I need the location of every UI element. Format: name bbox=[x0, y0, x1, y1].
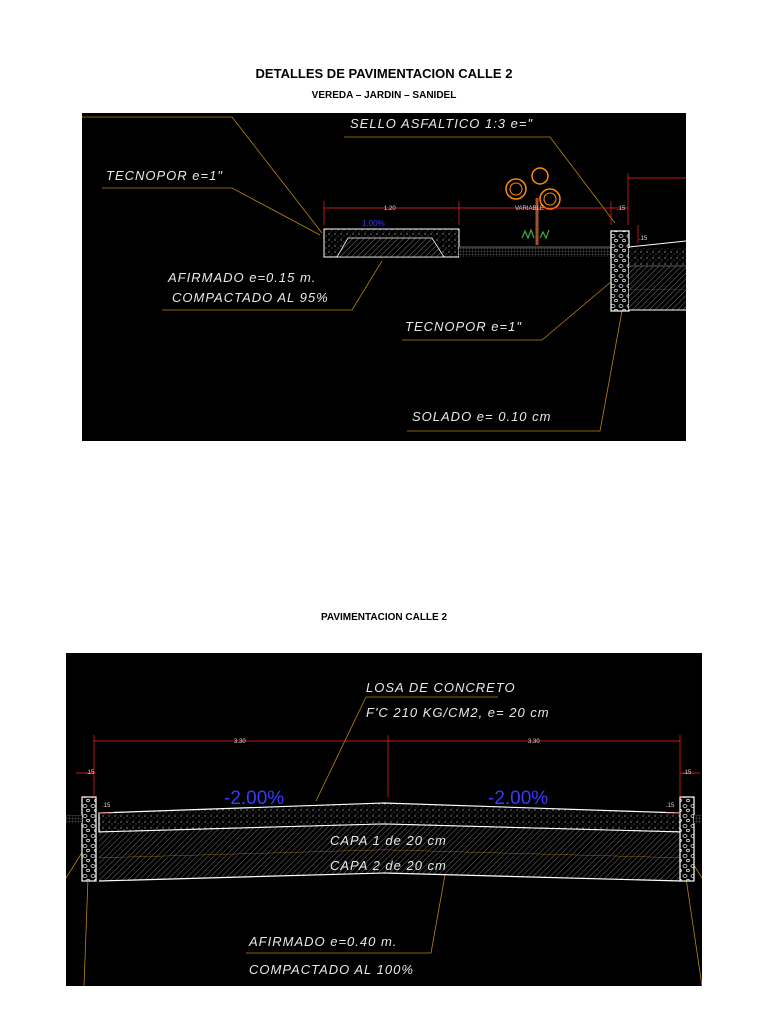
label-tecnopor-top: TECNOPOR e=1" bbox=[106, 168, 223, 183]
sidewalk-edge-left bbox=[66, 815, 82, 823]
section-title: PAVIMENTACION CALLE 2 bbox=[320, 612, 448, 623]
label-compactado-100: COMPACTADO AL 100% bbox=[249, 962, 414, 977]
dim-curb-left: .15 bbox=[86, 770, 95, 776]
dim-side-right: .15 bbox=[666, 803, 675, 809]
slope-left: -2.00% bbox=[224, 788, 285, 809]
dimension-lines-2 bbox=[76, 735, 700, 813]
sidewalk-garden-detail-drawing bbox=[82, 113, 686, 441]
leader-lines bbox=[82, 117, 622, 431]
label-capa-1: CAPA 1 de 20 cm bbox=[330, 833, 447, 848]
label-afirmado-040: AFIRMADO e=0.40 m. bbox=[249, 934, 398, 949]
label-capa-2: CAPA 2 de 20 cm bbox=[330, 858, 447, 873]
label-compactado: COMPACTADO AL 95% bbox=[172, 290, 329, 305]
street-pavement-drawing bbox=[66, 653, 702, 986]
sidewalk-slope: 1.00% bbox=[362, 219, 385, 228]
road-edge-section bbox=[629, 241, 686, 310]
dim-curb-height: .15 bbox=[639, 236, 648, 242]
dim-garden-width: VARIABLE bbox=[515, 206, 544, 212]
page-subtitle: VEREDA – JARDIN – SANIDEL bbox=[311, 90, 457, 101]
label-sello-asfaltico: SELLO ASFALTICO 1:3 e=" bbox=[350, 116, 534, 131]
sidewalk-section-svg bbox=[82, 113, 686, 441]
label-fc: F'C 210 KG/CM2, e= 20 cm bbox=[366, 705, 550, 720]
label-afirmado: AFIRMADO e=0.15 m. bbox=[168, 270, 317, 285]
dim-sidewalk-width: 1.20 bbox=[384, 206, 396, 212]
curb-left bbox=[82, 797, 96, 881]
pavement-section-svg bbox=[66, 653, 702, 986]
slope-right: -2.00% bbox=[488, 788, 549, 809]
dim-right-width: 3.30 bbox=[528, 739, 540, 745]
sidewalk-edge-right bbox=[694, 815, 702, 823]
dim-curb-width: .15 bbox=[617, 206, 626, 212]
garden-ground bbox=[459, 247, 611, 257]
curb bbox=[611, 231, 629, 311]
page-title: DETALLES DE PAVIMENTACION CALLE 2 bbox=[255, 66, 513, 81]
curb-right bbox=[680, 797, 694, 881]
sidewalk-slab bbox=[324, 229, 459, 257]
dim-side-left: .15 bbox=[102, 803, 111, 809]
label-losa-concreto: LOSA DE CONCRETO bbox=[366, 680, 516, 695]
label-solado: SOLADO e= 0.10 cm bbox=[412, 409, 552, 424]
label-tecnopor-bottom: TECNOPOR e=1" bbox=[405, 319, 522, 334]
dim-left-width: 3.30 bbox=[234, 739, 246, 745]
dim-curb-right: .15 bbox=[683, 770, 692, 776]
